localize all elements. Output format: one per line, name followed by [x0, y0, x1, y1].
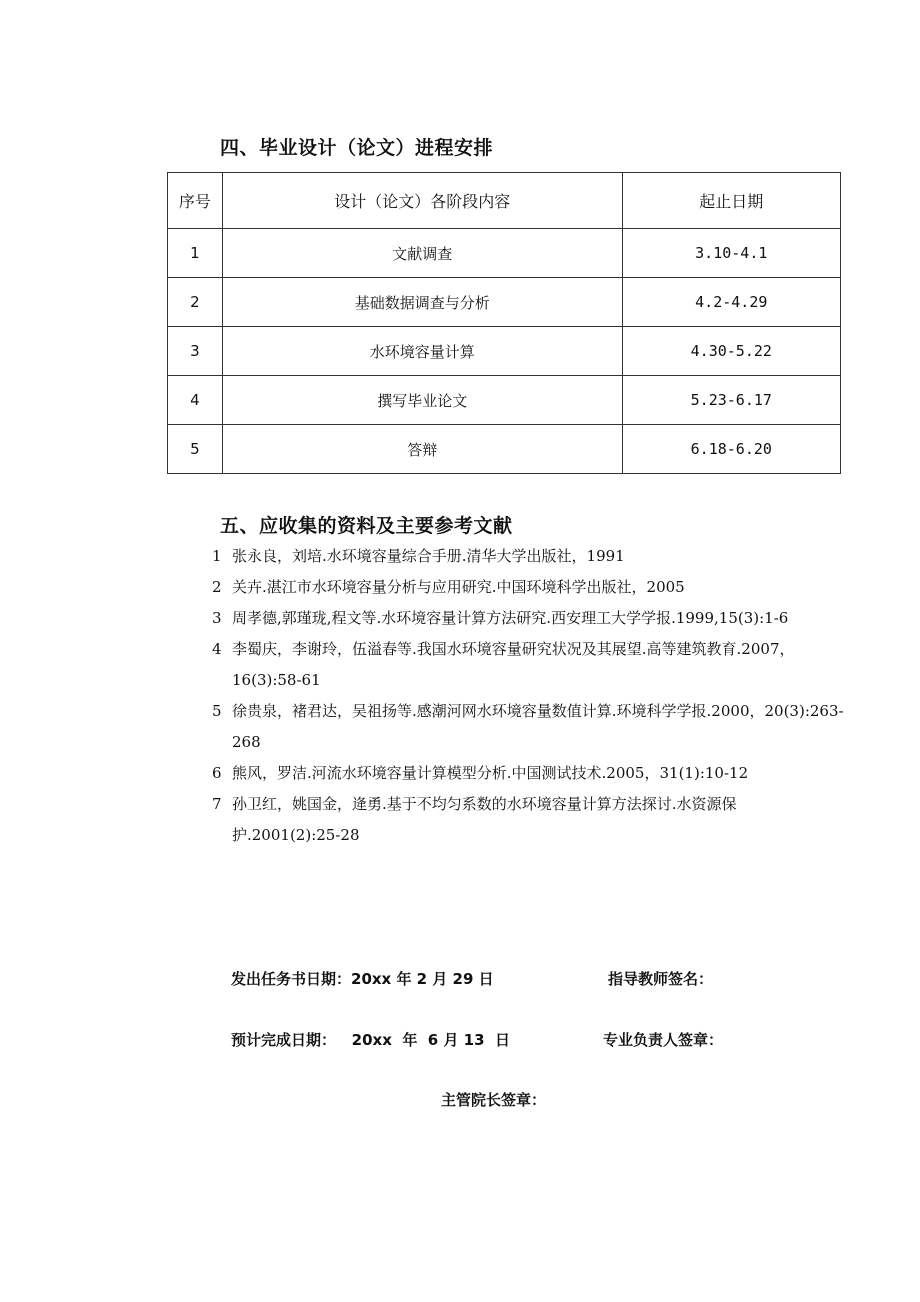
row-date: 5.23-6.17: [622, 376, 840, 425]
dean-signature-label: 主管院长签章：: [441, 1091, 547, 1109]
reference-text: 熊风，罗洁.河流水环境容量计算模型分析.中国测试技术.2005，31(1):10-12: [232, 764, 749, 782]
table-row: [168, 229, 841, 278]
row-no: 5: [168, 425, 223, 474]
reference-list: [212, 541, 844, 851]
reference-number: 6: [212, 764, 222, 782]
header-no: 序号: [168, 173, 223, 229]
section-4-title: 四、毕业设计（论文）进程安排: [220, 137, 494, 159]
row-no: 2: [168, 278, 223, 327]
reference-text: 周孝德,郭瑾珑,程文等.水环境容量计算方法研究.西安理工大学学报.1999,15(3):1-6: [232, 609, 789, 627]
table-row: [168, 376, 841, 425]
row-date: 3.10-4.1: [622, 229, 840, 278]
row-content: 水环境容量计算: [222, 327, 622, 376]
row-no: 1: [168, 229, 223, 278]
list-item: [212, 603, 844, 634]
row-date: 4.2-4.29: [622, 278, 840, 327]
reference-number: 4: [212, 640, 222, 658]
header-content: 设计（论文）各阶段内容: [222, 173, 622, 229]
list-item: [212, 789, 844, 851]
table-row: [168, 278, 841, 327]
reference-text: 徐贵泉，褚君达，吴祖扬等.感潮河网水环境容量数值计算.环境科学学报.2000，20(3):263-268: [232, 702, 844, 751]
row-content: 答辩: [222, 425, 622, 474]
list-item: [212, 541, 844, 572]
row-no: 4: [168, 376, 223, 425]
finish-date-line: 预计完成日期： 20xx 年 6 月 13 日: [231, 1031, 510, 1049]
row-no: 3: [168, 327, 223, 376]
reference-number: 1: [212, 547, 222, 565]
header-date: 起止日期: [622, 173, 840, 229]
reference-text: 关卉.湛江市水环境容量分析与应用研究.中国环境科学出版社，2005: [232, 578, 685, 596]
reference-text: 孙卫红，姚国金，逄勇.基于不均匀系数的水环境容量计算方法探讨.水资源保护.2001(2):25-28: [232, 795, 737, 844]
reference-number: 2: [212, 578, 222, 596]
list-item: [212, 696, 844, 758]
section-5-title: 五、应收集的资料及主要参考文献: [220, 515, 513, 537]
table-row: [168, 425, 841, 474]
reference-text: 李蜀庆，李谢玲，伍溢春等.我国水环境容量研究状况及其展望.高等建筑教育.2007，16(3):58-61: [232, 640, 795, 689]
list-item: [212, 572, 844, 603]
list-item: [212, 758, 844, 789]
table-row: [168, 327, 841, 376]
reference-text: 张永良，刘培.水环境容量综合手册.清华大学出版社，1991: [232, 547, 625, 565]
advisor-signature-label: 指导教师签名：: [608, 970, 714, 988]
row-date: 6.18-6.20: [622, 425, 840, 474]
list-item: [212, 634, 844, 696]
reference-number: 5: [212, 702, 222, 720]
major-head-signature-label: 专业负责人签章：: [603, 1031, 724, 1049]
row-date: 4.30-5.22: [622, 327, 840, 376]
schedule-table: [167, 172, 841, 474]
row-content: 文献调查: [222, 229, 622, 278]
issue-date-line: 发出任务书日期：20xx 年 2 月 29 日: [231, 970, 494, 988]
row-content: 撰写毕业论文: [222, 376, 622, 425]
reference-number: 3: [212, 609, 222, 627]
row-content: 基础数据调查与分析: [222, 278, 622, 327]
reference-number: 7: [212, 795, 222, 813]
table-header-row: [168, 173, 841, 229]
